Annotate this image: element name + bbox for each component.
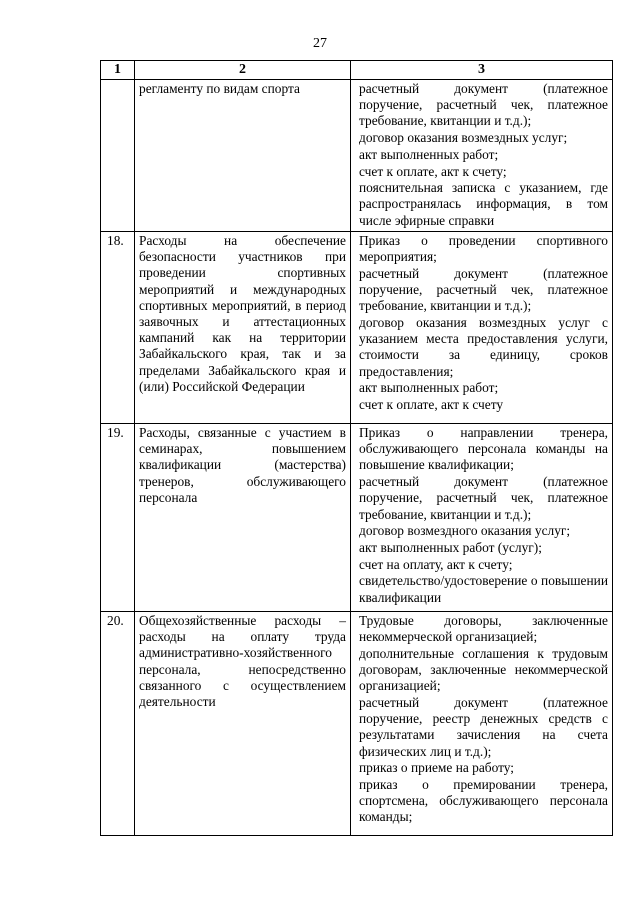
document-item: акт выполненных работ; xyxy=(359,380,499,396)
document-item: свидетельство/удостоверение о повышении квалификации xyxy=(359,573,608,605)
table-row xyxy=(101,612,613,836)
expenses-documents-table xyxy=(100,60,613,836)
document-item: Приказ о проведении спортивного мероприятия; xyxy=(359,233,608,265)
document-item: Трудовые договоры, заключенные некоммерческой организацией; xyxy=(359,613,608,645)
document-item: акт выполненных работ (услуг); xyxy=(359,539,542,555)
document-item: расчетный документ (платежное поручение, расчетный чек, платежное требование, квитанции и т.д.); xyxy=(359,265,608,314)
table-row xyxy=(101,80,613,232)
document-item: счет к оплате, акт к счету; xyxy=(359,163,507,179)
document-item: расчетный документ (платежное поручение, расчетный чек, платежное требование, квитанции и т.д.); xyxy=(359,474,608,522)
row-number xyxy=(101,80,135,232)
expense-description: Общехозяйственные расходы – расходы на оплату труда административно-хозяйственного персонала, непосредственно связанного с осуществлением деятельности xyxy=(135,612,351,836)
document-item: договор оказания возмездных услуг с указанием места предоставления услуги, стоимости за единицу, сроков предоставления; xyxy=(359,315,608,379)
supporting-documents xyxy=(351,612,613,836)
page-number: 27 xyxy=(313,36,327,51)
document-item: акт выполненных работ; xyxy=(359,146,499,162)
row-number: 19. xyxy=(101,424,135,612)
expense-description: Расходы, связанные с участием в семинарах, повышением квалификации (мастерства) тренеров, обслуживающего персонала xyxy=(135,424,351,612)
table-row xyxy=(101,424,613,612)
table-row xyxy=(101,232,613,424)
document-item: расчетный документ (платежное поручение, реестр денежных средств с результатами зачисления на счета физических лиц и т.д.); xyxy=(359,695,608,759)
document-item: расчетный документ (платежное поручение, расчетный чек, платежное требование, квитанции и т.д.); xyxy=(359,81,608,129)
column-header-expense: 2 xyxy=(135,61,351,80)
column-header-documents: 3 xyxy=(351,61,613,80)
document-item: счет к оплате, акт к счету xyxy=(359,397,504,413)
expense-description: регламенту по видам спорта xyxy=(135,80,351,232)
document-item: Приказ о направлении тренера, обслуживающего персонала команды на повышение квалификации; xyxy=(359,425,608,473)
document-item: счет на оплату, акт к счету; xyxy=(359,556,513,572)
document-item: договор оказания возмездных услуг; xyxy=(359,130,568,146)
supporting-documents xyxy=(351,424,613,612)
row-number: 20. xyxy=(101,612,135,836)
document-item: пояснительная записка с указанием, где распространялась информация, в том числе эфирные справки xyxy=(359,180,608,228)
column-header-number: 1 xyxy=(101,61,135,80)
row-number: 18. xyxy=(101,232,135,424)
supporting-documents xyxy=(351,80,613,232)
document-item: приказ о приеме на работу; xyxy=(359,760,515,776)
expense-description: Расходы на обеспечение безопасности участников при проведении спортивных мероприятий и международных спортивных мероприятий, в период заявочных и аттестационных кампаний как на территории Забайкальского края, так и за пределами Забайкальского края и (или) Российской Федерации xyxy=(135,232,351,424)
supporting-documents xyxy=(351,232,613,424)
document-item: приказ о премировании тренера, спортсмена, обслуживающего персонала команды; xyxy=(359,777,608,825)
table-header-row xyxy=(101,61,613,80)
document-item: дополнительные соглашения к трудовым договорам, заключенные некоммерческой организацией; xyxy=(359,645,608,694)
document-item: договор возмездного оказания услуг; xyxy=(359,523,571,539)
